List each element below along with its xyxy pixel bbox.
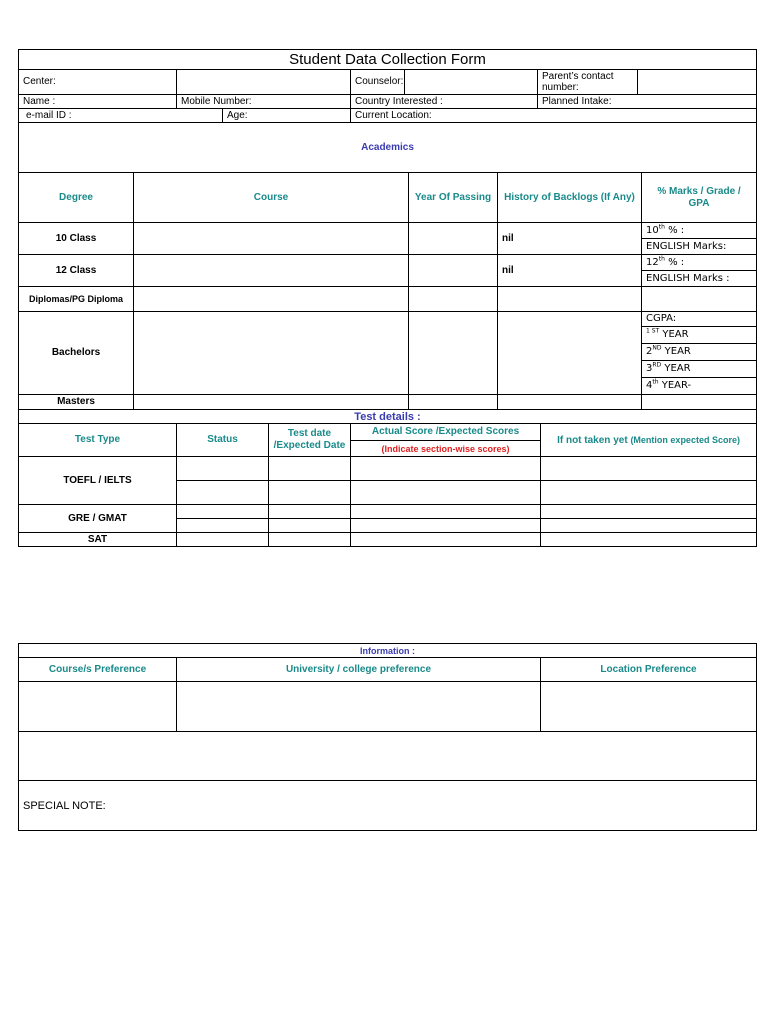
degree-header: Degree [19, 173, 134, 223]
class12-english[interactable]: ENGLISH Marks : [642, 271, 757, 287]
toefl-score-1[interactable] [351, 457, 541, 481]
masters-course-field[interactable] [134, 395, 409, 410]
gre-score-2[interactable] [351, 519, 541, 533]
diploma-course-field[interactable] [134, 287, 409, 312]
diploma-label: Diplomas/PG Diploma [19, 287, 134, 312]
bachelors-year2[interactable] [642, 344, 757, 361]
country-label[interactable]: Country Interested : [351, 95, 538, 109]
toefl-date-2[interactable] [269, 481, 351, 505]
toefl-expected-1[interactable] [541, 457, 757, 481]
sat-score[interactable] [351, 533, 541, 547]
score-header: Actual Score /Expected Scores [351, 424, 541, 441]
age-label[interactable]: Age: [223, 109, 351, 123]
year4-sup: th [652, 378, 659, 386]
year3-rest: YEAR [661, 363, 691, 374]
bachelors-year1[interactable] [642, 327, 757, 344]
course-header: Course [134, 173, 409, 223]
toefl-status-2[interactable] [177, 481, 269, 505]
bachelors-backlogs-field[interactable] [498, 312, 642, 395]
class10-label: 10 Class [19, 223, 134, 255]
class10-english[interactable]: ENGLISH Marks: [642, 239, 757, 255]
bachelors-year-field[interactable] [409, 312, 498, 395]
class10-marks[interactable] [642, 223, 757, 239]
toefl-score-2[interactable] [351, 481, 541, 505]
academics-table [18, 172, 757, 410]
student-data-form [18, 49, 756, 547]
gre-date-1[interactable] [269, 505, 351, 519]
information-table [18, 643, 757, 831]
tests-table [18, 409, 757, 547]
class12-course-field[interactable] [134, 255, 409, 287]
gre-expected-1[interactable] [541, 505, 757, 519]
year2-rest: YEAR [661, 346, 691, 357]
information-form [18, 643, 756, 831]
year2-sup: ND [652, 344, 662, 352]
class12-marks-rest: % : [664, 256, 685, 268]
year2-num: 2 [646, 346, 653, 357]
class12-marks-num: 12 [646, 256, 659, 268]
masters-backlogs-field[interactable] [498, 395, 642, 410]
year4-rest: YEAR- [658, 380, 692, 391]
university-pref-header: University / college preference [177, 658, 541, 682]
center-field[interactable] [177, 70, 351, 95]
gre-label: GRE / GMAT [19, 505, 177, 533]
diploma-year-field[interactable] [409, 287, 498, 312]
university-pref-field[interactable] [177, 682, 541, 732]
test-date-header: Test date /Expected Date [269, 424, 351, 457]
name-label[interactable]: Name : [19, 95, 177, 109]
class12-label: 12 Class [19, 255, 134, 287]
masters-year-field[interactable] [409, 395, 498, 410]
diploma-backlogs-field[interactable] [498, 287, 642, 312]
personal-info-table [18, 49, 757, 173]
year-header: Year Of Passing [409, 173, 498, 223]
marks-header: % Marks / Grade / GPA [642, 173, 757, 223]
intake-label[interactable]: Planned Intake: [538, 95, 757, 109]
toefl-expected-2[interactable] [541, 481, 757, 505]
class10-marks-num: 10 [646, 224, 659, 236]
bachelors-label: Bachelors [19, 312, 134, 395]
bachelors-course-field[interactable] [134, 312, 409, 395]
toefl-date-1[interactable] [269, 457, 351, 481]
class12-marks-sup: th [658, 255, 665, 263]
counselor-label: Counselor: [351, 70, 405, 95]
status-header: Status [177, 424, 269, 457]
gre-status-1[interactable] [177, 505, 269, 519]
notes-field[interactable] [19, 732, 757, 781]
toefl-label: TOEFL / IELTS [19, 457, 177, 505]
year3-sup: RD [652, 361, 662, 369]
location-label[interactable]: Current Location: [351, 109, 757, 123]
gre-score-1[interactable] [351, 505, 541, 519]
year1-sup: 1 ST [646, 327, 660, 335]
gre-expected-2[interactable] [541, 519, 757, 533]
sat-label: SAT [19, 533, 177, 547]
class10-marks-sup: th [658, 223, 665, 231]
course-pref-header: Course/s Preference [19, 658, 177, 682]
gre-date-2[interactable] [269, 519, 351, 533]
tests-heading: Test details : [19, 410, 757, 424]
masters-label: Masters [19, 395, 134, 410]
year1-rest: YEAR [659, 329, 689, 340]
gre-status-2[interactable] [177, 519, 269, 533]
class12-backlogs: nil [498, 255, 642, 287]
academics-heading: Academics [19, 123, 757, 173]
class12-year-field[interactable] [409, 255, 498, 287]
bachelors-cgpa[interactable]: CGPA: [642, 312, 757, 327]
center-label: Center: [19, 70, 177, 95]
special-note[interactable]: SPECIAL NOTE: [19, 781, 757, 831]
backlogs-header: History of Backlogs (If Any) [498, 173, 642, 223]
counselor-field[interactable] [405, 70, 538, 95]
form-title: Student Data Collection Form [19, 50, 757, 70]
year3-num: 3 [646, 363, 653, 374]
location-pref-field[interactable] [541, 682, 757, 732]
not-taken-note: (Mention expected Score) [630, 434, 740, 445]
diploma-marks-field[interactable] [642, 287, 757, 312]
toefl-status-1[interactable] [177, 457, 269, 481]
class10-backlogs: nil [498, 223, 642, 255]
bachelors-year4[interactable] [642, 378, 757, 395]
year4-num: 4 [646, 380, 653, 391]
parent-contact-label: Parent’s contact number: [538, 70, 638, 95]
class10-marks-rest: % : [664, 224, 685, 236]
email-label[interactable]: e-mail ID : [19, 109, 223, 123]
class10-year-field[interactable] [409, 223, 498, 255]
class10-course-field[interactable] [134, 223, 409, 255]
information-heading: Information : [19, 644, 757, 658]
masters-marks-field[interactable] [642, 395, 757, 410]
sat-status[interactable] [177, 533, 269, 547]
score-note: (Indicate section-wise scores) [351, 441, 541, 457]
bachelors-year3[interactable] [642, 361, 757, 378]
mobile-label[interactable]: Mobile Number: [177, 95, 351, 109]
not-taken-text: If not taken yet [557, 434, 628, 446]
not-taken-header [541, 424, 757, 457]
location-pref-header: Location Preference [541, 658, 757, 682]
test-type-header: Test Type [19, 424, 177, 457]
parent-contact-field[interactable] [638, 70, 757, 95]
sat-expected[interactable] [541, 533, 757, 547]
sat-date[interactable] [269, 533, 351, 547]
course-pref-field[interactable] [19, 682, 177, 732]
class12-marks[interactable] [642, 255, 757, 271]
